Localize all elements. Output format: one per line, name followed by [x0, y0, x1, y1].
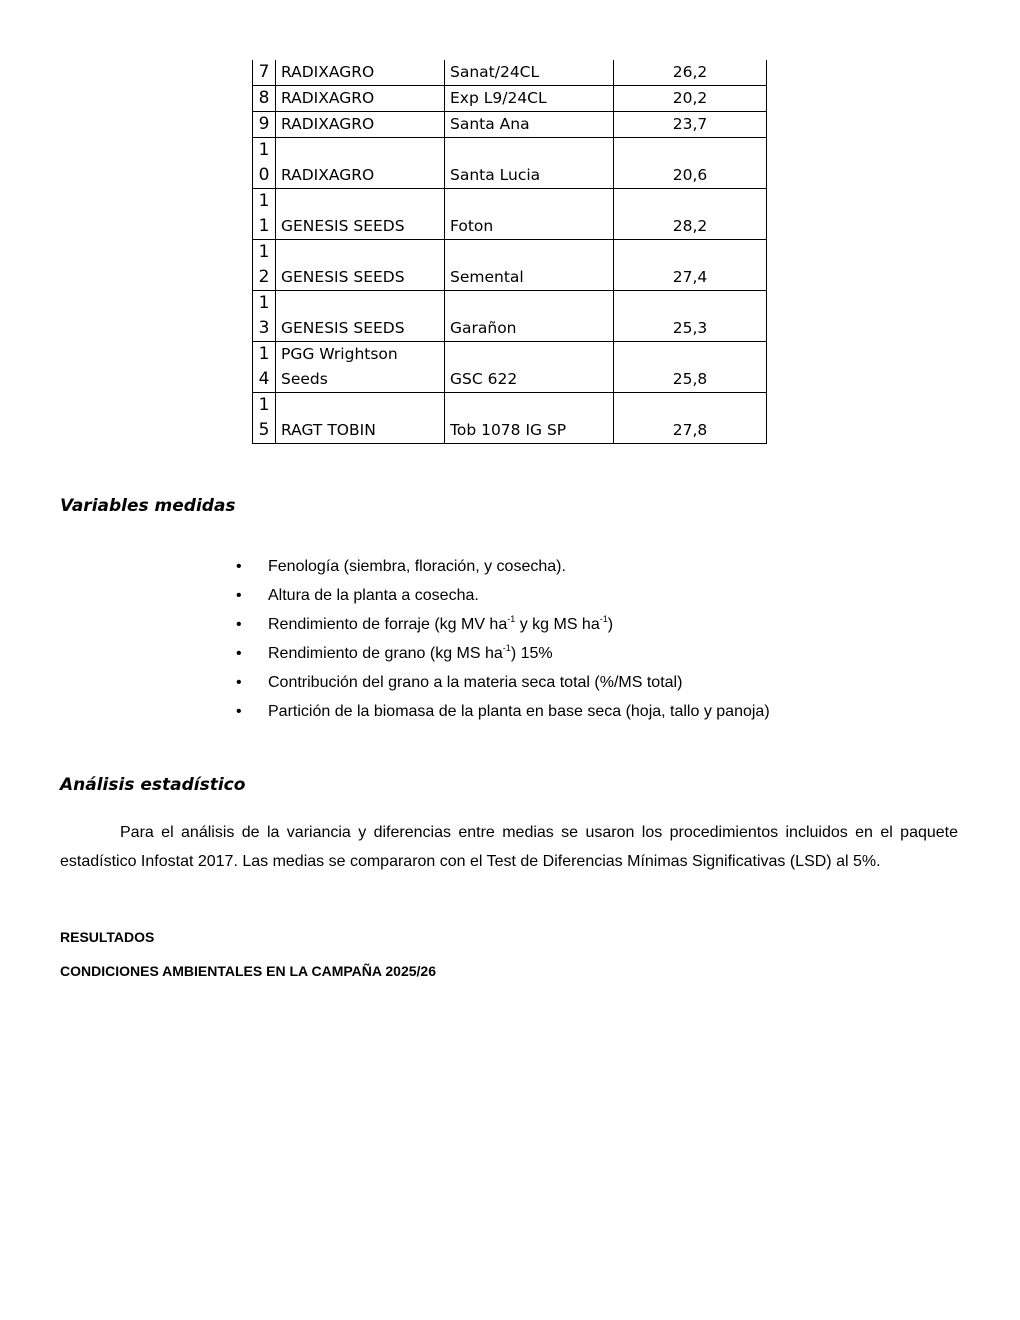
list-item-text: )	[607, 616, 614, 633]
row-number: 9	[253, 112, 276, 138]
table-row	[253, 86, 767, 112]
company-cell: RADIXAGRO	[276, 86, 445, 112]
list-item	[236, 701, 770, 730]
table-row	[253, 240, 767, 291]
bullet-icon: •	[236, 587, 242, 604]
bullet-icon: •	[236, 616, 242, 633]
variety-cell: Sanat/24CL	[445, 60, 614, 86]
table-row	[253, 60, 767, 86]
list-item-text: Partición de la biomasa de la planta en base seca (hoja, tallo y panoja)	[268, 703, 770, 720]
bullet-icon: •	[236, 645, 242, 662]
list-item-text: ) 15%	[510, 645, 553, 662]
condiciones-subtitle: CONDICIONES AMBIENTALES EN LA CAMPAÑA 2025/26	[60, 963, 436, 979]
superscript: -1	[502, 643, 511, 653]
company-cell: RADIXAGRO	[276, 112, 445, 138]
company-cell: RADIXAGRO	[276, 138, 445, 189]
list-item-text: Fenología (siembra, floración, y cosecha).	[268, 558, 566, 575]
superscript: -1	[599, 614, 608, 624]
company-cell: RAGT TOBIN	[276, 393, 445, 444]
value-cell: 20,2	[614, 86, 767, 112]
value-cell: 26,2	[614, 60, 767, 86]
variables-list	[236, 556, 770, 730]
value-cell: 25,3	[614, 291, 767, 342]
row-number: 11	[253, 189, 276, 240]
company-cell: GENESIS SEEDS	[276, 291, 445, 342]
table-row	[253, 342, 767, 393]
bullet-icon: •	[236, 558, 242, 575]
value-cell: 27,4	[614, 240, 767, 291]
row-number: 14	[253, 342, 276, 393]
value-cell: 28,2	[614, 189, 767, 240]
list-item-text: Rendimiento de grano (kg MS ha	[268, 645, 503, 662]
list-item-text: Contribución del grano a la materia seca total (%/MS total)	[268, 674, 683, 691]
list-item-text: Altura de la planta a cosecha.	[268, 587, 479, 604]
hybrids-table	[252, 60, 767, 444]
value-cell: 23,7	[614, 112, 767, 138]
value-cell: 20,6	[614, 138, 767, 189]
bullet-icon: •	[236, 674, 242, 691]
company-cell: PGG Wrightson Seeds	[276, 342, 445, 393]
variety-cell: Exp L9/24CL	[445, 86, 614, 112]
superscript: -1	[507, 614, 516, 624]
variety-cell: Semental	[445, 240, 614, 291]
variety-cell: Garañon	[445, 291, 614, 342]
value-cell: 27,8	[614, 393, 767, 444]
company-cell: RADIXAGRO	[276, 60, 445, 86]
value-cell: 25,8	[614, 342, 767, 393]
variety-cell: GSC 622	[445, 342, 614, 393]
row-number: 13	[253, 291, 276, 342]
list-item	[236, 643, 770, 672]
variables-heading: Variables medidas	[60, 496, 236, 516]
variety-cell: Tob 1078 IG SP	[445, 393, 614, 444]
company-cell: GENESIS SEEDS	[276, 189, 445, 240]
table-row	[253, 189, 767, 240]
analisis-heading: Análisis estadístico	[60, 775, 246, 795]
variety-cell: Foton	[445, 189, 614, 240]
analisis-paragraph: Para el análisis de la variancia y diferencias entre medias se usaron los procedimientos incluidos en el paquete estadístico Infostat 2017. Las medias se compararon con el Test de Diferencias Mínimas Significativas (LSD) al 5%.	[60, 824, 958, 870]
table-row	[253, 112, 767, 138]
list-item-text: y kg MS ha	[515, 616, 600, 633]
table-row	[253, 138, 767, 189]
list-item-text: Rendimiento de forraje (kg MV ha	[268, 616, 508, 633]
row-number: 12	[253, 240, 276, 291]
list-item	[236, 556, 770, 585]
row-number: 7	[253, 60, 276, 86]
row-number: 15	[253, 393, 276, 444]
row-number: 8	[253, 86, 276, 112]
resultados-title: RESULTADOS	[60, 929, 155, 945]
bullet-icon: •	[236, 703, 242, 720]
row-number: 10	[253, 138, 276, 189]
list-item	[236, 614, 770, 643]
table-row	[253, 291, 767, 342]
variety-cell: Santa Ana	[445, 112, 614, 138]
list-item	[236, 585, 770, 614]
list-item	[236, 672, 770, 701]
variety-cell: Santa Lucia	[445, 138, 614, 189]
company-cell: GENESIS SEEDS	[276, 240, 445, 291]
table-row	[253, 393, 767, 444]
